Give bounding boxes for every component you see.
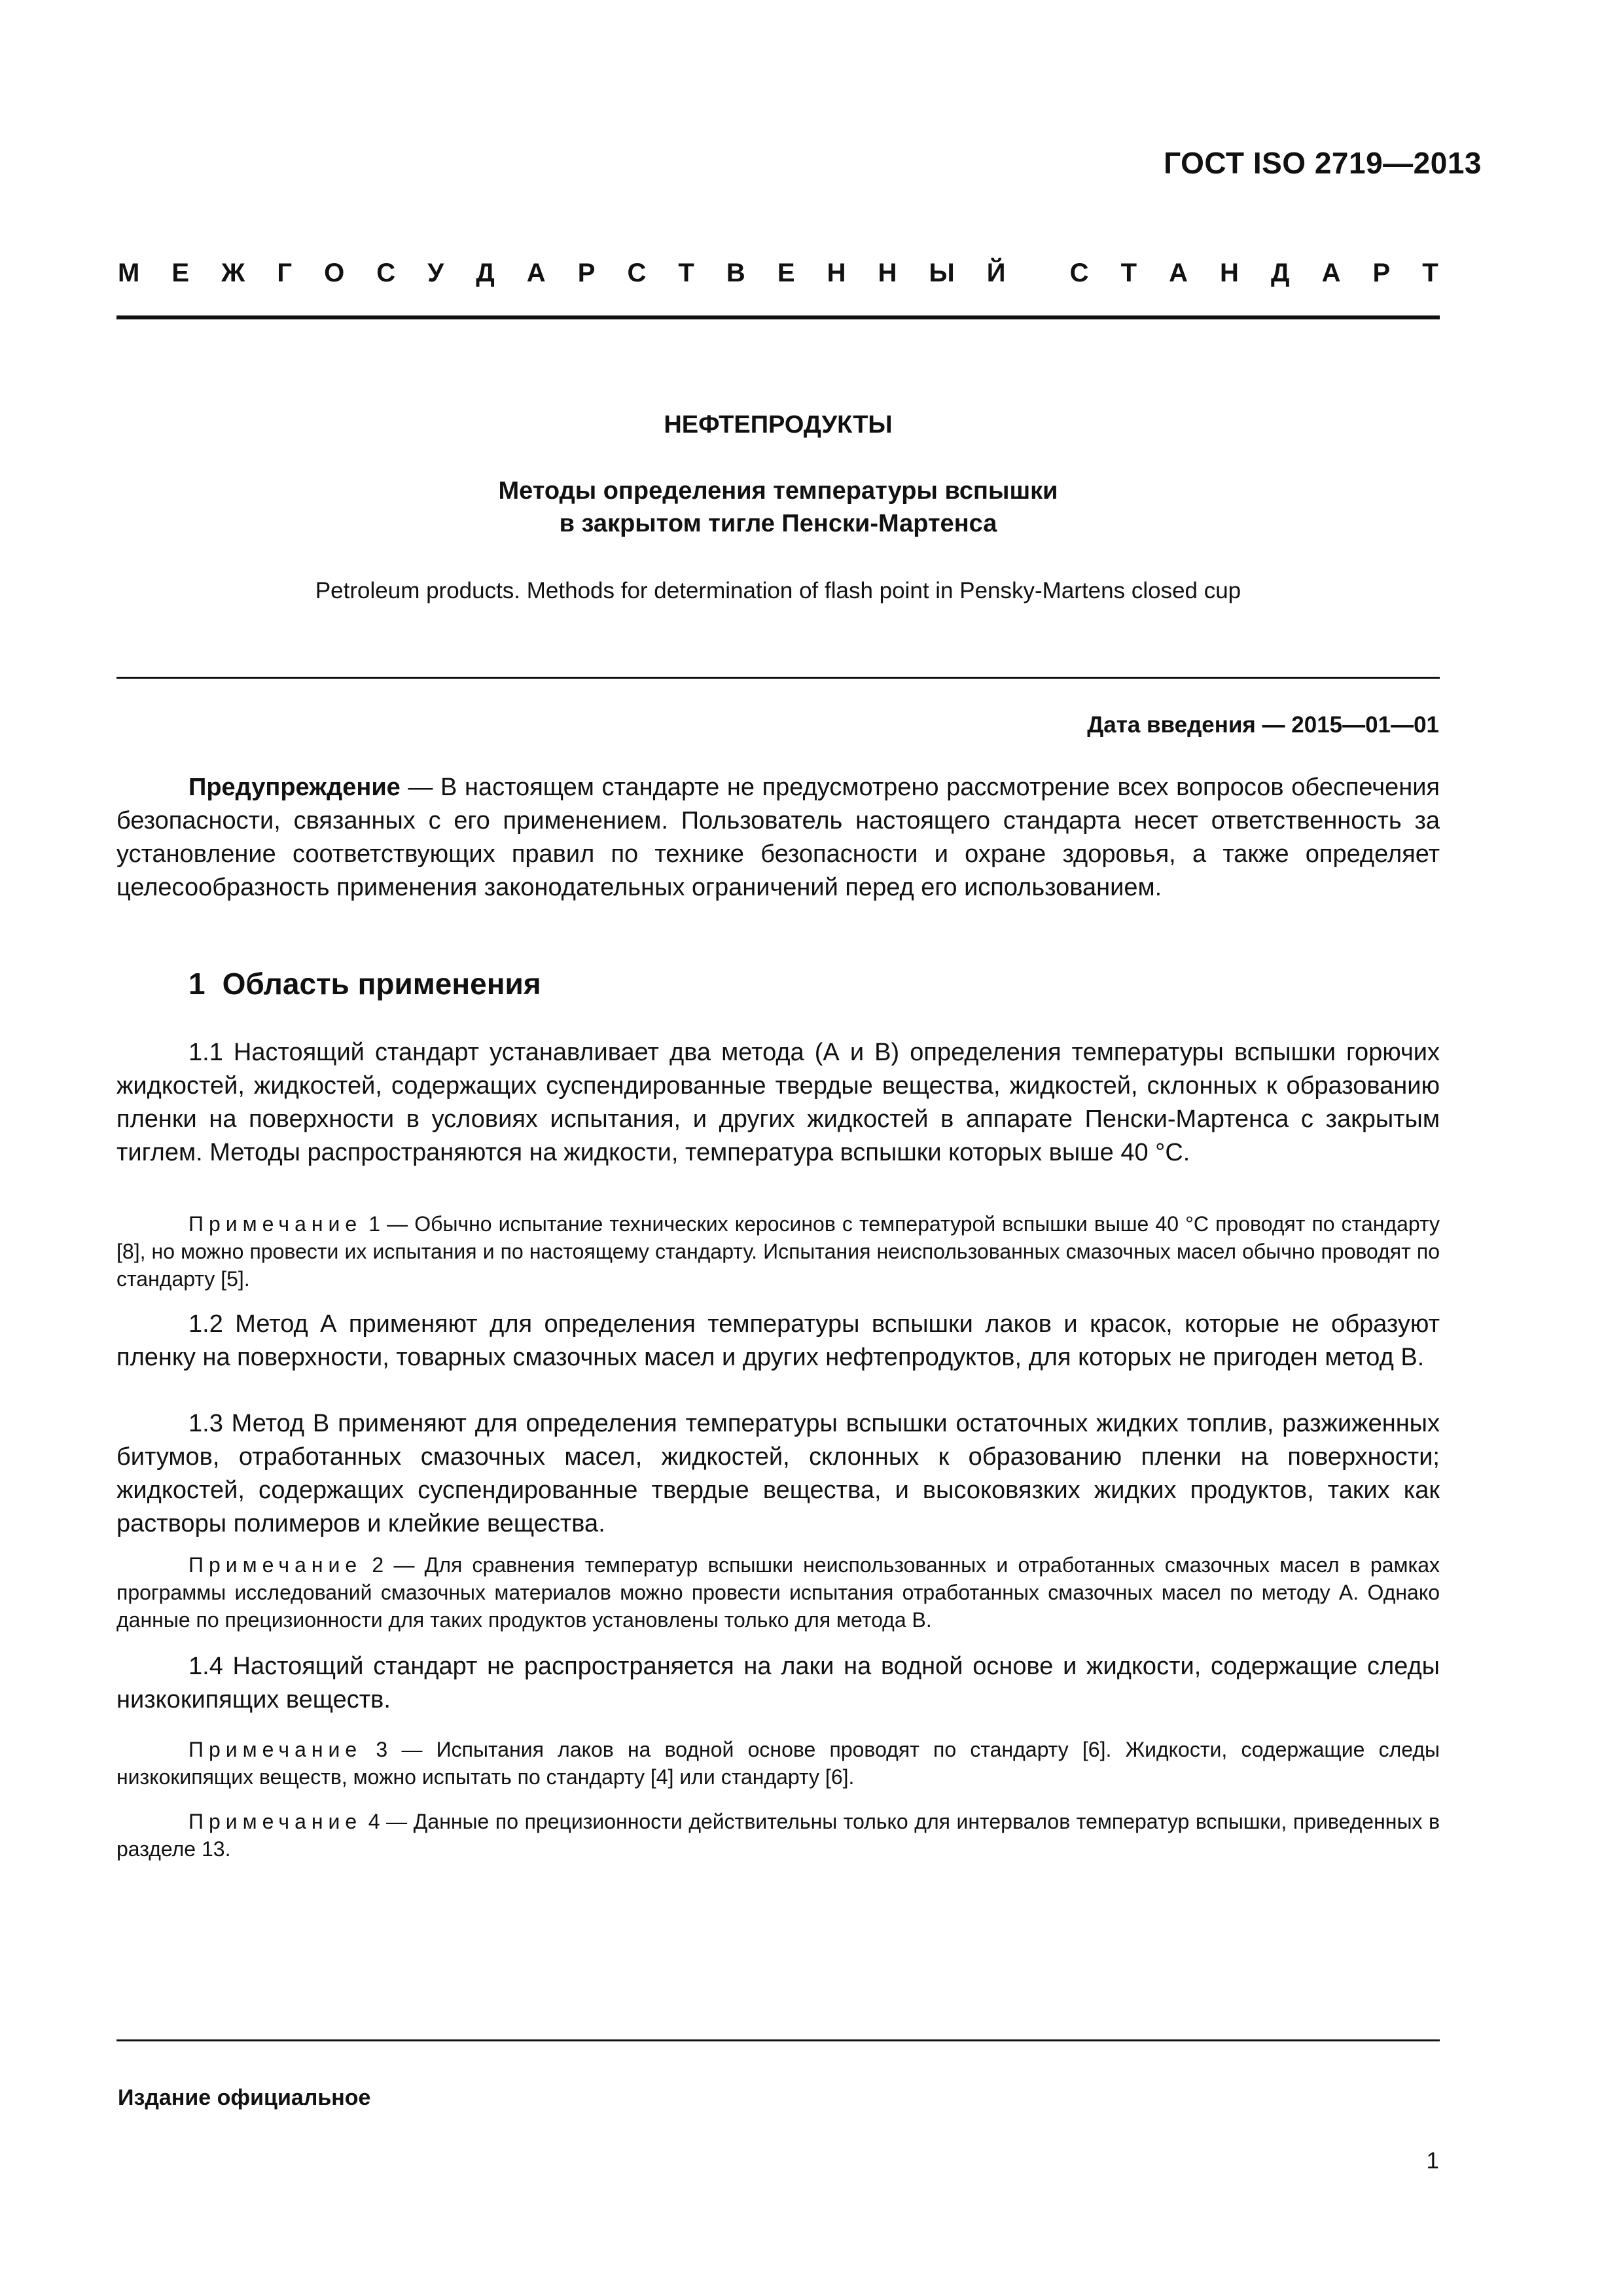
warning-label: Предупреждение (188, 774, 401, 801)
paragraph-1-2: 1.2 Метод А применяют для определения температуры вспышки лаков и красок, которые не образуют пленку на поверхности, товарных смазочных масел и других нефтепродуктов, для которых не пригоден метод В. (116, 1310, 1440, 1371)
banner-letter: А (526, 259, 546, 287)
banner-letter: У (427, 259, 444, 287)
note-text: — Для сравнения температур вспышки неиспользованных и отработанных смазочных масел в рамках программы исследований смазочных материалов можно провести испытания отработанных смазочных масел по методу А. Однако данные по прецизионности для таких продуктов установлены только для метода В. (116, 1553, 1440, 1632)
note-1 (116, 1210, 1440, 1293)
note-text: — Испытания лаков на водной основе проводят по стандарту [6]. Жидкости, содержащие следы низкокипящих веществ, можно испытать по стандарту [4] или стандарту [6]. (116, 1738, 1440, 1789)
paragraph-1-4: 1.4 Настоящий стандарт не распространяется на лаки на водной основе и жидкости, содержащие следы низкокипящих веществ. (116, 1653, 1440, 1713)
note-number: 1 (362, 1212, 381, 1236)
paragraph-1-3: 1.3 Метод В применяют для определения температуры вспышки остаточных жидких топлив, разжиженных битумов, отработанных смазочных масел, жидкостей, склонных к образованию пленки на поверхности; жидкостей, содержащих суспендированные твердые вещества, и высоковязких жидких продуктов, таких как растворы полимеров и клейкие вещества. (116, 1410, 1440, 1537)
banner-letter: Е (777, 259, 795, 287)
note-2 (116, 1551, 1440, 1634)
subtitle (116, 475, 1440, 540)
subtitle-line-1: Методы определения температуры вспышки (498, 477, 1058, 505)
paragraph-1-1: 1.1 Настоящий стандарт устанавливает два метода (А и В) определения температуры вспышки горючих жидкостей, жидкостей, содержащих суспендированные твердые вещества, жидкостей, склонных к образованию пленки на поверхности в условиях испытания, и других жидкостей в аппарате Пенски-Мартенса с закрытым тиглем. Методы распространяются на жидкости, температура вспышки которых выше 40 °С. (116, 1039, 1440, 1166)
banner-letter: Г (277, 259, 293, 287)
note-label: Примечание (188, 1810, 363, 1833)
banner-letter: М (118, 259, 140, 287)
warning-paragraph (116, 771, 1440, 905)
note-number: 3 (362, 1738, 388, 1761)
banner-letter: Р (1372, 259, 1391, 287)
banner-letter: А (1169, 259, 1188, 287)
banner-letter: Т (1422, 259, 1438, 287)
banner-letter: Д (476, 259, 495, 287)
english-title: Petroleum products. Methods for determination of flash point in Pensky-Martens closed cup (315, 578, 1241, 603)
note-label: Примечание (188, 1553, 363, 1577)
banner-letter: С (1069, 259, 1089, 287)
warning-text: — В настоящем стандарте не предусмотрено рассмотрение всех вопросов обеспечения безопасности, связанных с его применением. Пользователь настоящего стандарта несет ответственность за установление соответствующих правил по технике безопасности и охране здоровья, а также определяет целесообразность применения законодательных ограничений перед его использованием. (116, 774, 1440, 901)
section-title: Область применения (222, 967, 541, 1001)
banner-letter: В (726, 259, 745, 287)
banner-letter: Н (827, 259, 846, 287)
banner-letter: Н (878, 259, 897, 287)
subtitle-line-2: в закрытом тигле Пенски-Мартенса (559, 510, 997, 537)
header-divider (116, 315, 1440, 319)
banner-letter: Й (986, 259, 1006, 287)
banner-letter: О (324, 259, 345, 287)
official-edition-label: Издание официальное (118, 2085, 371, 2110)
document-code: ГОСТ ISO 2719—2013 (1164, 146, 1482, 180)
banner-letter: С (627, 259, 647, 287)
note-4 (116, 1808, 1440, 1863)
section-heading (188, 966, 541, 1001)
introduction-date: Дата введения — 2015—01—01 (1087, 712, 1439, 738)
main-title: НЕФТЕПРОДУКТЫ (664, 411, 893, 439)
footer-divider (116, 2039, 1440, 2041)
banner-letter: С (376, 259, 396, 287)
banner-letter: Р (577, 259, 596, 287)
banner-letter: Е (171, 259, 190, 287)
note-number: 4 (362, 1810, 380, 1833)
note-3 (116, 1736, 1440, 1791)
banner-letter: Н (1220, 259, 1239, 287)
banner-letter: Д (1271, 259, 1290, 287)
banner-letter: А (1321, 259, 1341, 287)
banner-letter: Т (678, 259, 694, 287)
banner-letter: Ы (929, 259, 955, 287)
banner-letter: Ж (221, 259, 245, 287)
section-number: 1 (188, 967, 205, 1001)
note-text: — Обычно испытание технических керосинов с температурой вспышки выше 40 °С проводят по стандарту [8], но можно провести их испытания и по настоящему стандарту. Испытания неиспользованных смазочных масел обычно проводят по стандарту [5]. (116, 1212, 1440, 1291)
note-text: — Данные по прецизионности действительны только для интервалов температур вспышки, приведенных в разделе 13. (116, 1810, 1440, 1861)
note-number: 2 (362, 1553, 384, 1577)
note-label: Примечание (188, 1738, 363, 1761)
page-number: 1 (1426, 2148, 1439, 2174)
title-divider (116, 677, 1440, 679)
note-label: Примечание (188, 1212, 363, 1236)
banner-letter: Т (1120, 259, 1137, 287)
interstate-standard-banner (118, 259, 1438, 288)
